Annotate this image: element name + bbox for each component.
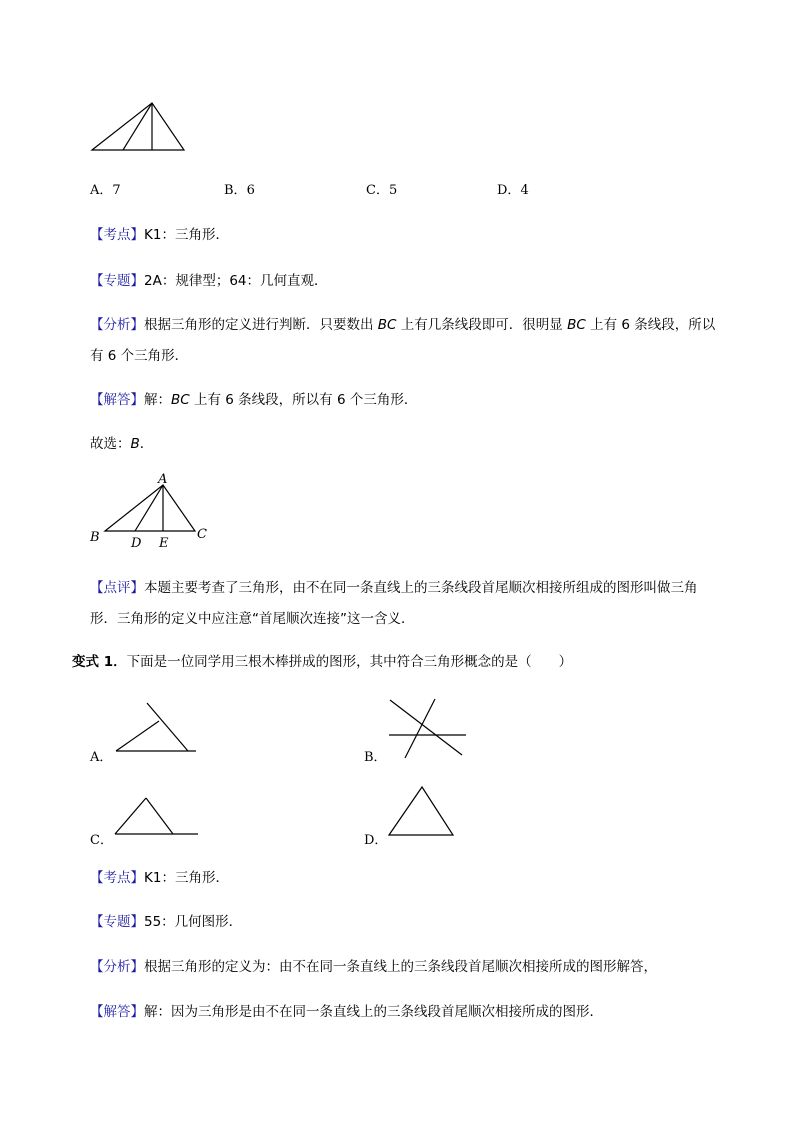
variant-question-text: 下面是一位同学用三根木棒拼成的图形，其中符合三角形概念的是（ ） bbox=[126, 654, 573, 670]
label-b: B bbox=[90, 530, 100, 545]
zhuanti-text: 2A：规律型；64：几何直观． bbox=[144, 273, 328, 289]
figure-option-b bbox=[387, 697, 477, 762]
label-a: A bbox=[158, 472, 168, 487]
kaodian-label: 考点 bbox=[103, 227, 131, 243]
variant-option-b: B． bbox=[364, 750, 387, 765]
variant-question bbox=[72, 650, 572, 670]
dianping-line2: 形．三角形的定义中应注意“首尾顺次连接”这一含义． bbox=[90, 611, 415, 627]
dianping-label: 点评 bbox=[103, 580, 131, 596]
fenxi-line1: 【分析】根据三角形的定义进行判断．只要数出 BC 上有几条线段即可．很明显 BC 上有 6 条线段，所以 bbox=[90, 317, 716, 333]
label-d: D bbox=[131, 536, 142, 551]
option-a: A．7 bbox=[90, 183, 121, 198]
option-b: B．6 bbox=[224, 183, 255, 198]
variant-title: 变式 1． bbox=[72, 654, 127, 670]
option-d: D．4 bbox=[497, 183, 529, 198]
figure-triangle-cevians bbox=[90, 101, 190, 153]
figure-option-a bbox=[112, 700, 202, 760]
option-c: C．5 bbox=[366, 183, 398, 198]
label-e: E bbox=[159, 536, 169, 551]
fenxi-line2: 有 6 个三角形． bbox=[90, 348, 189, 364]
kaodian-line: 【考点】K1：三角形． bbox=[90, 227, 229, 243]
variant-option-d: D． bbox=[364, 833, 388, 848]
zhuanti-line: 【专题】2A：规律型；64：几何直观． bbox=[90, 273, 328, 289]
variant-option-c: C． bbox=[90, 833, 113, 848]
answer-line: 故选：B． bbox=[90, 436, 154, 452]
variant-jieda-line: 【解答】解：因为三角形是由不在同一条直线上的三条线段首尾顺次相接所成的图形． bbox=[90, 1004, 603, 1020]
zhuanti-label: 专题 bbox=[103, 273, 131, 289]
figure-labeled-triangle bbox=[88, 468, 228, 551]
variant-option-a: A． bbox=[90, 750, 113, 765]
fenxi-label: 分析 bbox=[103, 317, 131, 333]
variant-fenxi-line: 【分析】根据三角形的定义为：由不在同一条直线上的三条线段首尾顺次相接所成的图形解答， bbox=[90, 959, 657, 975]
label-c: C bbox=[197, 527, 207, 542]
variant-kaodian-line: 【考点】K1：三角形． bbox=[90, 870, 229, 886]
jieda-label: 解答 bbox=[103, 392, 131, 408]
variant-zhuanti-line: 【专题】55：几何图形． bbox=[90, 914, 243, 930]
dianping-line1: 【点评】本题主要考查了三角形，由不在同一条直线上的三条线段首尾顺次相接所组成的图形叫做三角 bbox=[90, 580, 698, 596]
jieda-line: 【解答】解：BC 上有 6 条线段，所以有 6 个三角形． bbox=[90, 392, 418, 408]
figure-option-c bbox=[112, 794, 202, 844]
kaodian-text: K1：三角形． bbox=[144, 227, 229, 243]
figure-option-d bbox=[386, 784, 456, 840]
